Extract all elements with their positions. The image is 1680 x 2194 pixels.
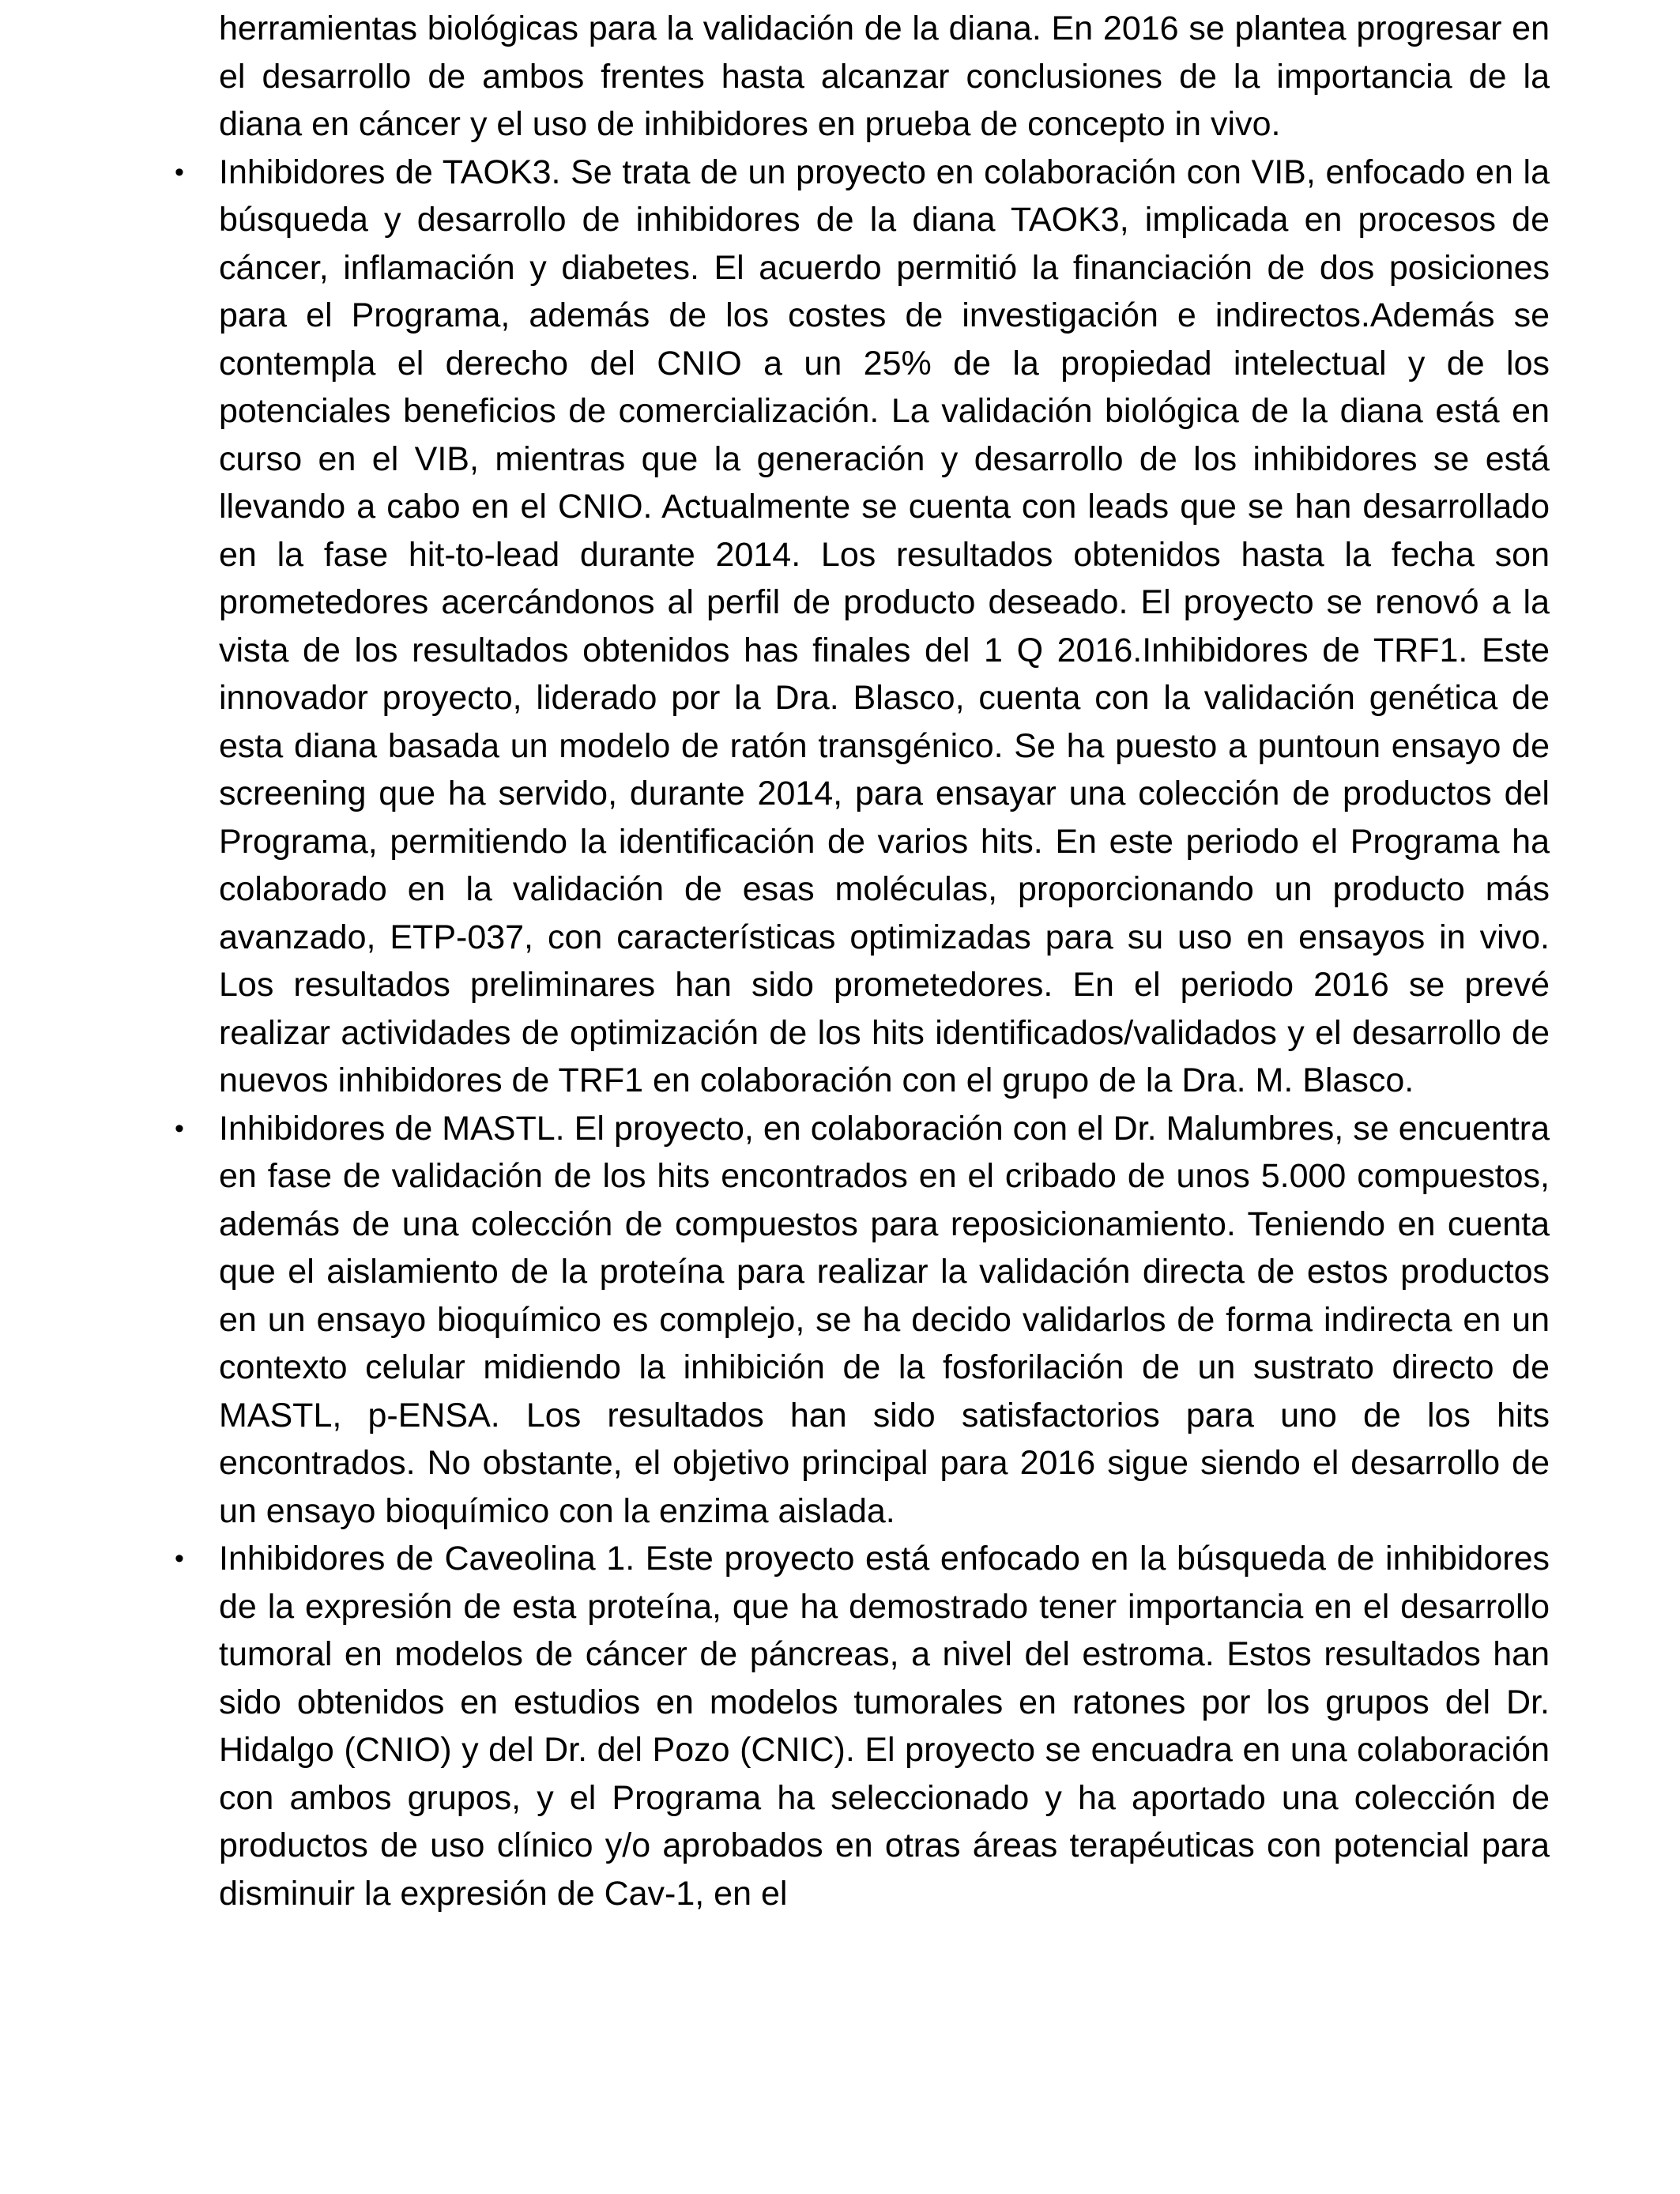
bullet-icon: • bbox=[175, 156, 184, 187]
list-item-taok3 bbox=[175, 149, 1550, 1105]
list-item-text: Inhibidores de Caveolina 1. Este proyecto está enfocado en la búsqueda de inhibidores de la expresión de esta proteína, que ha demostrado tener importancia en el desarrollo tumoral en modelos de cáncer de páncreas, a nivel del estroma. Estos resultados han sido obtenidos en estudios en modelos tumorales en ratones por los grupos del Dr. Hidalgo (CNIO) y del Dr. del Pozo (CNIC). El proyecto se encuadra en una colaboración con ambos grupos, y el Programa ha seleccionado y ha aportado una colección de productos de uso clínico y/o aprobados en otras áreas terapéuticas con potencial para disminuir la expresión de Cav-1, en el bbox=[219, 1540, 1550, 1913]
list-item-mastl bbox=[175, 1105, 1550, 1536]
list-item-caveolina bbox=[175, 1535, 1550, 1917]
list-item-text: Inhibidores de MASTL. El proyecto, en colaboración con el Dr. Malumbres, se encuentra en fase de validación de los hits encontrados en el cribado de unos 5.000 compuestos, además de una colección de compuestos para reposicionamiento. Teniendo en cuenta que el aislamiento de la proteína para realizar la validación directa de estos productos en un ensayo bioquímico es complejo, se ha decido validarlos de forma indirecta en un contexto celular midiendo la inhibición de la fosforilación de un sustrato directo de MASTL, p-ENSA. Los resultados han sido satisfactorios para uno de los hits encontrados. No obstante, el objetivo principal para 2016 sigue siendo el desarrollo de un ensayo bioquímico con la enzima aislada. bbox=[219, 1109, 1550, 1530]
bullet-icon: • bbox=[175, 1544, 184, 1574]
bullet-icon: • bbox=[175, 1113, 184, 1144]
document-body bbox=[175, 5, 1550, 1917]
list-item-text: Inhibidores de TAOK3. Se trata de un proyecto en colaboración con VIB, enfocado en la búsqueda y desarrollo de inhibidores de la diana TAOK3, implicada en procesos de cáncer, inflamación y diabetes. El acuerdo permitió la financiación de dos posiciones para el Programa, además de los costes de investigación e indirectos.Además se contempla el derecho del CNIO a un 25% de la propiedad intelectual y de los potenciales beneficios de comercialización. La validación biológica de la diana está en curso en el VIB, mientras que la generación y desarrollo de los inhibidores se está llevando a cabo en el CNIO. Actualmente se cuenta con leads que se han desarrollado en la fase hit-to-lead durante 2014. Los resultados obtenidos hasta la fecha son prometedores acercándonos al perfil de producto deseado. El proyecto se renovó a la vista de los resultados obtenidos has finales del 1 Q 2016.Inhibidores de TRF1. Este innovador proyecto, liderado por la Dra. Blasco, cuenta con la validación genética de esta diana basada un modelo de ratón transgénico. Se ha puesto a puntoun ensayo de screening que ha servido, durante 2014, para ensayar una colección de productos del Programa, permitiendo la identificación de varios hits. En este periodo el Programa ha colaborado en la validación de esas moléculas, proporcionando un producto más avanzado, ETP-037, con características optimizadas para su uso en ensayos in vivo. Los resultados preliminares han sido prometedores. En el periodo 2016 se prevé realizar actividades de optimización de los hits identificados/validados y el desarrollo de nuevos inhibidores de TRF1 en colaboración con el grupo de la Dra. M. Blasco. bbox=[219, 153, 1550, 1099]
intro-paragraph: herramientas biológicas para la validación de la diana. En 2016 se plantea progresar en el desarrollo de ambos frentes hasta alcanzar conclusiones de la importancia de la diana en cáncer y el uso de inhibidores en prueba de concepto in vivo. bbox=[219, 9, 1550, 143]
